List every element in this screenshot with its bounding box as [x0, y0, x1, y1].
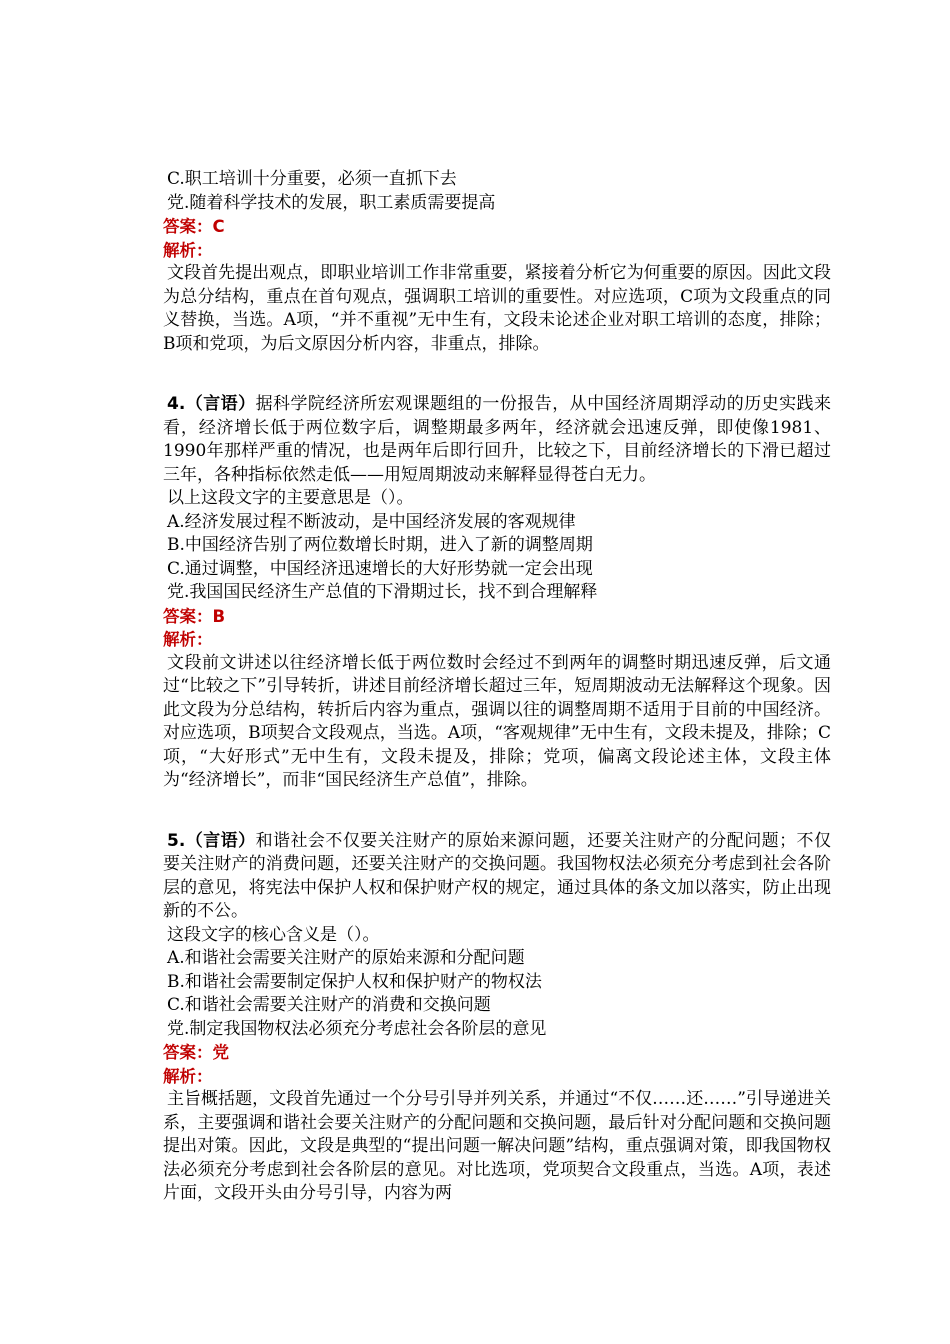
q5-number: 5. — [167, 830, 186, 851]
q5-option-a: A.和谐社会需要关注财产的原始来源和分配问题 — [167, 948, 525, 968]
q4-option-c: C.通过调整，中国经济迅速增长的大好形势就一定会出现 — [167, 558, 593, 579]
q4-stem — [163, 393, 831, 487]
q3-option-d: 党.随着科学技术的发展，职工素质需要提高 — [167, 192, 496, 213]
page-content — [163, 168, 831, 1206]
q4-number: 4. — [167, 394, 186, 414]
q5-stem-text: 和谐社会不仅要关注财产的原始来源问题，还要关注财产的分配问题；不仅要关注财产的消费问题，还要关注财产的交换问题。我国物权法必须充分考虑到社会各阶层的意见，将宪法中保护人权和保护财产权的规定，通过具体的条文加以落实，防止出现新的不公。 — [163, 830, 832, 921]
question-4-block — [163, 393, 831, 793]
spacer — [163, 356, 831, 393]
q4-answer: 答案：B — [163, 606, 226, 626]
q4-option-a: A.经济发展过程不断波动，是中国经济发展的客观规律 — [167, 511, 576, 532]
q4-option-b: B.中国经济告别了两位数增长时期，进入了新的调整周期 — [167, 535, 593, 555]
q5-option-b: B.和谐社会需要制定保护人权和保护财产的物权法 — [167, 971, 542, 992]
q5-answer: 答案：党 — [163, 1043, 229, 1062]
q3-analysis-label: 解析： — [163, 240, 213, 260]
q3-analysis-text: 文段首先提出观点，即职业培训工作非常重要，紧接着分析它为何重要的原因。因此文段为总分结构，重点在首句观点，强调职工培训的重要性。对应选项，C项为文段重点的同义替换，当选。A项，“并不重视”无中生有，文段未论述企业对职工培训的态度，排除；B项和党项，为后文原因分析内容，非重点，排除。 — [163, 263, 831, 354]
q3-option-c: C.职工培训十分重要，必须一直抓下去 — [167, 169, 457, 189]
q5-analysis-label: 解析： — [163, 1066, 213, 1086]
question-5-block — [163, 830, 831, 1206]
q4-tag: （言语） — [185, 394, 256, 414]
q4-question: 以上这段文字的主要意思是（）。 — [167, 488, 414, 508]
spacer — [163, 793, 831, 830]
q5-question: 这段文字的核心含义是（）。 — [167, 924, 380, 945]
q5-stem — [163, 830, 831, 924]
q4-option-d: 党.我国国民经济生产总值的下滑期过长，找不到合理解释 — [167, 582, 598, 602]
q5-option-c: C.和谐社会需要关注财产的消费和交换问题 — [167, 995, 491, 1015]
q5-option-d: 党.制定我国物权法必须充分考虑社会各阶层的意见 — [167, 1018, 547, 1039]
q5-tag: （言语） — [185, 830, 256, 851]
q4-analysis-label: 解析： — [163, 630, 213, 649]
question-3-block — [163, 168, 831, 356]
q4-analysis-text: 文段前文讲述以往经济增长低于两位数时会经过不到两年的调整时期迅速反弹，后文通过“比较之下”引导转折，讲述目前经济增长超过三年，短周期波动无法解释这个现象。因此文段为分总结构，转折后内容为重点，强调以往的调整周期不适用于目前的中国经济。对应选项，B项契合文段观点，当选。A项，“客观规律”无中生有，文段未提及，排除；C项，“大好形式”无中生有，文段未提及，排除；党项，偏离文段论述主体，文段主体为“经济增长”，而非“国民经济生产总值”，排除。 — [163, 652, 831, 790]
q5-analysis-text: 主旨概括题，文段首先通过一个分号引导并列关系，并通过“不仅……还……”引导递进关系，主要强调和谐社会要关注财产的分配问题和交换问题，最后针对分配问题和交换问题提出对策。因此，文段是典型的“提出问题一解决问题”结构，重点强调对策，即我国物权法必须充分考虑到社会各阶层的意见。对比选项，党项契合文段重点，当选。A项，表述片面，文段开头由分号引导，内容为两 — [163, 1089, 831, 1203]
q3-answer: 答案：C — [163, 217, 225, 236]
q4-stem-text: 据科学院经济所宏观课题组的一份报告，从中国经济周期浮动的历史实践来看，经济增长低于两位数字后，调整期最多两年，经济就会迅速反弹，即使像1981、1990年那样严重的情况，也是两年后即行回升，比较之下，目前经济增长的下滑已超过三年，各种指标依然走低——用短周期波动来解释显得苍白无力。 — [163, 394, 832, 485]
